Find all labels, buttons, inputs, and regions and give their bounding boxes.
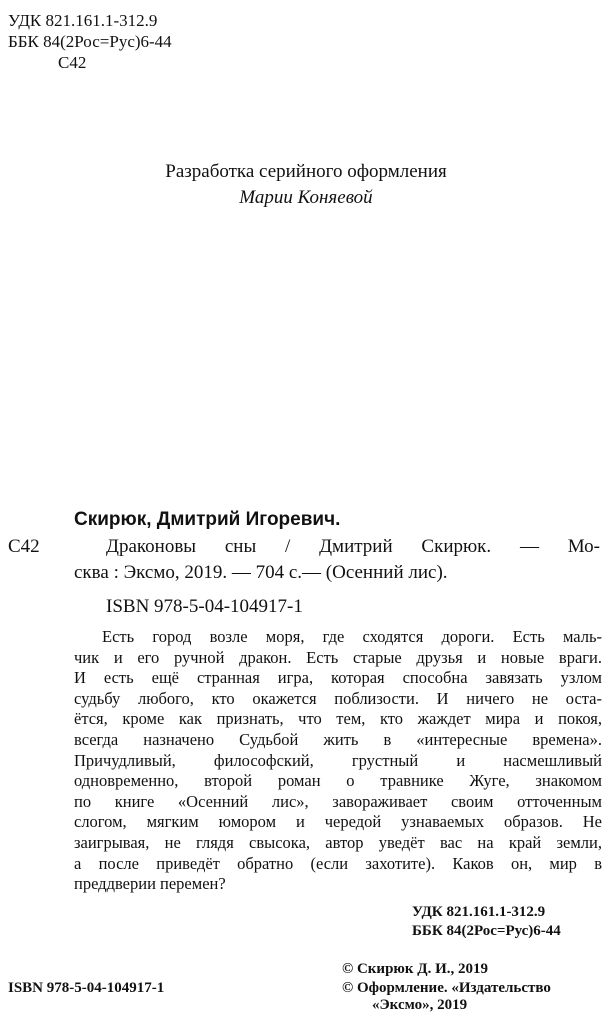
catalog-entry-line-1: Драконовы сны / Дмитрий Скирюк. — Мо- (106, 536, 600, 557)
udc-code-bottom: УДК 821.161.1-312.9 (412, 904, 546, 920)
catalog-entry-line-2: сква : Эксмо, 2019. — 704 с.— (Осенний лис). (74, 562, 448, 583)
annotation-text (74, 627, 602, 895)
annotation-line: И есть ещё странная игра, которая способна завязать узлом (74, 668, 602, 688)
author-mark: С42 (8, 536, 40, 557)
author-mark-top: С42 (58, 53, 87, 72)
annotation-line: а после приведёт обратно (если захотите). Каков он, мир в (74, 853, 602, 873)
annotation-line: одновременно, второй роман о травнике Жуге, знакомом (74, 771, 602, 791)
annotation-line: по книге «Осенний лис», завораживает своим отточенным (74, 791, 602, 811)
annotation-line: чик и его ручной дракон. Есть старые друзья и новые враги. (74, 647, 602, 667)
bbk-code-top: ББК 84(2Рос=Рус)6-44 (8, 32, 172, 51)
isbn-entry: ISBN 978-5-04-104917-1 (106, 596, 303, 617)
bbk-code-bottom: ББК 84(2Рос=Рус)6-44 (412, 923, 561, 939)
annotation-line: судьбу любого, кто окажется поблизости. И ничего не оста- (74, 688, 602, 708)
series-design-credit: Разработка серийного оформления (165, 161, 447, 182)
annotation-line: заигрывая, не глядя свысока, автор уведёт вас на край земли, (74, 832, 602, 852)
annotation-line: Есть город возле моря, где сходятся дороги. Есть маль- (102, 627, 602, 646)
annotation-line: ётся, кроме как признать, что тем, кто жаждет мира и покоя, (74, 709, 602, 729)
annotation-line: преддверии перемен? (74, 874, 226, 894)
copyright-design: © Оформление. «Издательство (342, 980, 551, 996)
udc-code-top: УДК 821.161.1-312.9 (8, 11, 158, 30)
annotation-line: всегда назначено Судьбой жить в «интересные времена». (74, 729, 602, 749)
isbn-bottom: ISBN 978-5-04-104917-1 (8, 980, 165, 996)
annotation-line: слогом, мягким юмором и чередой узнаваемых образов. Не (74, 812, 602, 832)
author-heading: Скирюк, Дмитрий Игоревич. (74, 509, 341, 530)
annotation-line: Причудливый, философский, грустный и насмешливый (74, 750, 602, 770)
copyright-publisher: «Эксмо», 2019 (372, 997, 468, 1013)
series-designer-name: Марии Коняевой (239, 187, 373, 208)
copyright-author: © Скирюк Д. И., 2019 (342, 961, 489, 977)
